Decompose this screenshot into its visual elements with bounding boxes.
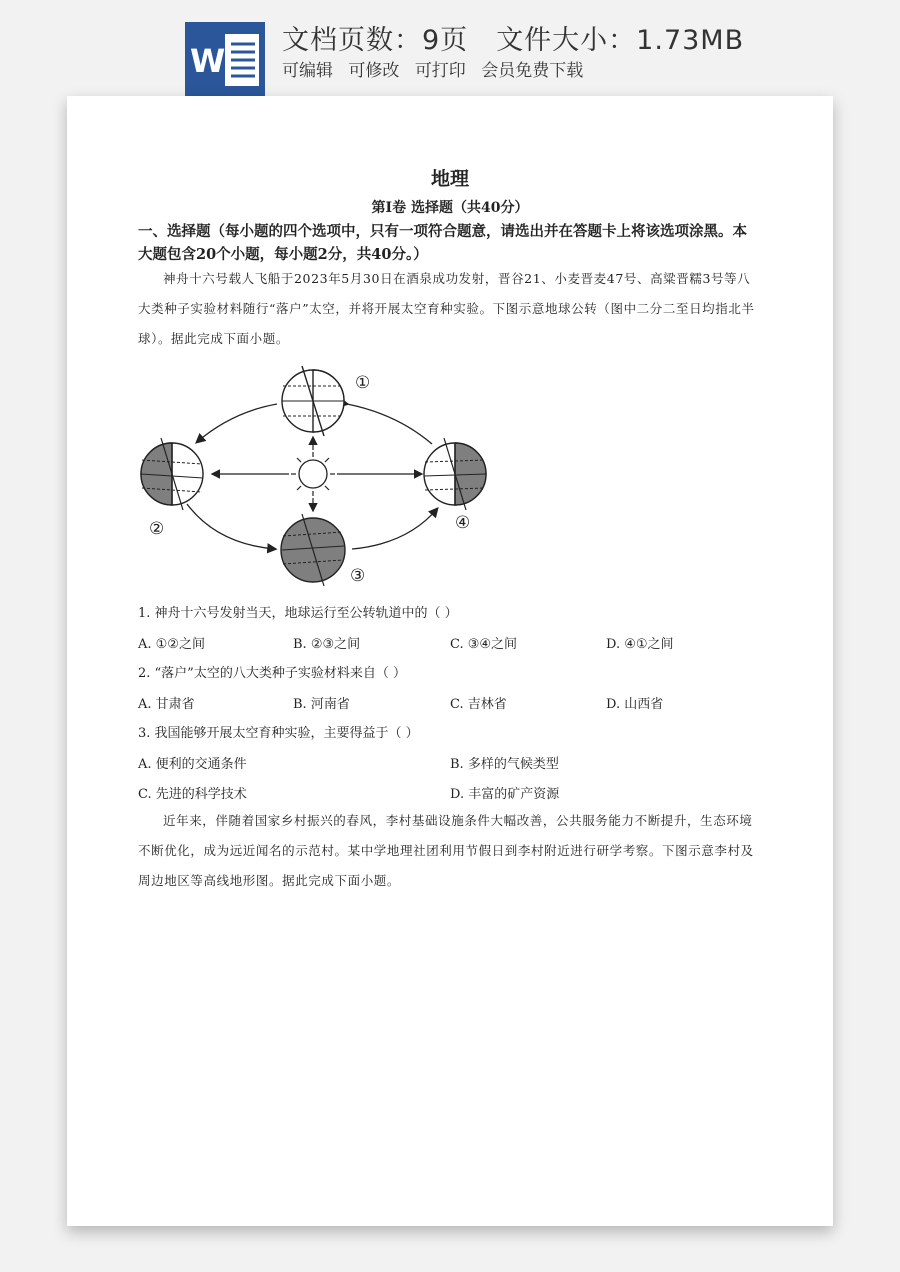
question-2-stem: 2. “落户”太空的八大类种子实验材料来自（ ） [138, 666, 406, 681]
word-document-icon [185, 22, 265, 96]
sun-icon [291, 452, 335, 496]
label-position-3: ③ [350, 566, 366, 586]
feature-list [282, 56, 593, 81]
q2-option-c: C. 吉林省 [450, 697, 507, 712]
q1-option-b: B. ②③之间 [293, 637, 361, 652]
word-icon-letter: W [190, 42, 226, 80]
earth-position-3 [281, 514, 345, 586]
feature-modifiable: 可修改 [348, 61, 400, 81]
label-position-1: ① [355, 373, 371, 393]
second-paragraph: 近年来，伴随着国家乡村振兴的春风，李村基础设施条件大幅改善，公共服务能力不断提升，生态环境不断优化，成为远近闻名的示范村。某中学地理社团利用节假日到李村附近进行研学考察。下图示意李村及周边地区等高线地形图。据此完成下面小题。 [138, 813, 754, 888]
q1-option-a: A. ①②之间 [138, 637, 205, 652]
q3-option-b: B. 多样的气候类型 [450, 757, 559, 772]
q3-option-a: A. 便利的交通条件 [138, 757, 247, 772]
document-page [67, 96, 833, 1226]
earth-position-1 [282, 366, 344, 436]
label-position-4: ④ [455, 513, 471, 533]
banner-title [282, 18, 744, 57]
feature-printable: 可打印 [414, 61, 466, 81]
q1-option-d: D. ④①之间 [606, 637, 674, 652]
feature-member-download: 会员免费下载 [481, 61, 584, 81]
label-position-2: ② [149, 519, 165, 539]
file-size: 文件大小：1.73MB [496, 25, 745, 56]
feature-editable: 可编辑 [282, 61, 333, 81]
q2-option-b: B. 河南省 [293, 697, 350, 712]
earth-orbit-diagram [137, 364, 497, 590]
q3-option-d: D. 丰富的矿产资源 [450, 787, 560, 802]
question-3-stem: 3. 我国能够开展太空育种实验，主要得益于（ ） [138, 726, 419, 741]
q1-option-c: C. ③④之间 [450, 637, 518, 652]
document-title: 地理 [430, 168, 469, 190]
earth-position-2 [141, 438, 203, 510]
section-heading: 一、选择题（每小题的四个选项中，只有一项符合题意，请选出并在答题卡上将该选项涂黑。本大题包含20个小题，每小题2分，共40分。） [138, 223, 747, 263]
earth-position-4 [424, 438, 486, 510]
part-title: 第Ⅰ卷 选择题（共40分） [371, 200, 529, 216]
page-count: 文档页数：9页 [282, 25, 469, 56]
header-banner [0, 0, 900, 96]
question-1-stem: 1. 神舟十六号发射当天，地球运行至公转轨道中的（ ） [138, 606, 458, 621]
q2-option-d: D. 山西省 [606, 697, 664, 712]
q2-option-a: A. 甘肃省 [138, 697, 195, 712]
intro-paragraph: 神舟十六号载人飞船于2023年5月30日在酒泉成功发射，晋谷21、小麦晋麦47号、高粱晋糯3号等八大类种子实验材料随行“落户”太空，并将开展太空育种实验。下图示意地球公转（图中二分二至日均指北半球）。据此完成下面小题。 [138, 271, 755, 346]
q3-option-c: C. 先进的科学技术 [138, 787, 247, 802]
